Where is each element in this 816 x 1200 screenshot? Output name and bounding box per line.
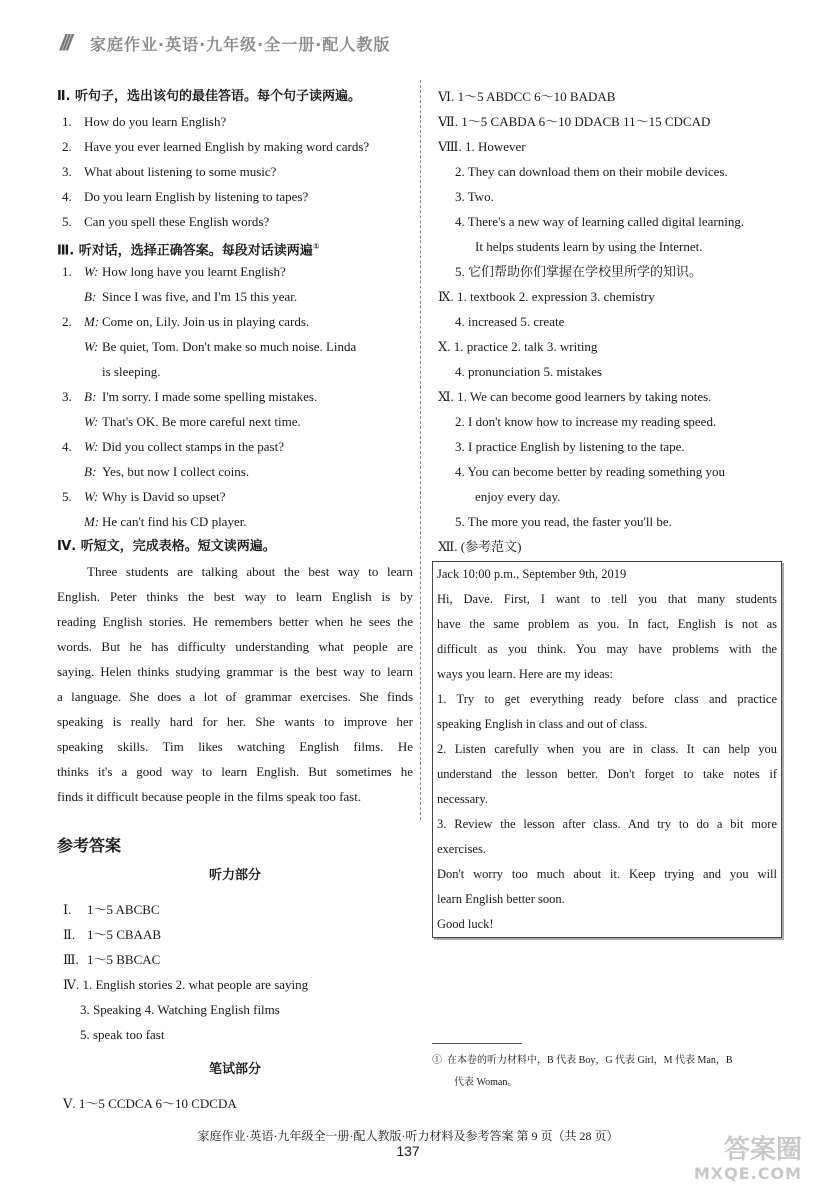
answer-line: 4. pronunciation 5. mistakes bbox=[455, 364, 602, 379]
passage-line: thinks it's a good way to learn English. But sometimes he bbox=[57, 764, 413, 779]
item-number: 2. bbox=[62, 314, 72, 329]
item-text: Do you learn English by listening to tapes? bbox=[84, 189, 309, 204]
item-number: 4. bbox=[62, 189, 72, 204]
passage-line: saying. Helen thinks studying grammar is the best way to learn bbox=[57, 664, 413, 679]
item-number bbox=[57, 459, 84, 484]
dialogue-text: How long have you learnt English? bbox=[102, 264, 286, 279]
essay-line: learn English better soon. bbox=[437, 892, 565, 906]
page-header bbox=[60, 30, 470, 54]
essay-line: 3. Review the lesson after class. And try to do a bit more bbox=[437, 817, 777, 831]
dialogue-line bbox=[57, 334, 413, 359]
dialogue-text: Why is David so upset? bbox=[102, 489, 226, 504]
essay-line: have the same problem as you. In fact, English is not as bbox=[437, 617, 777, 631]
dialogue-line bbox=[57, 484, 413, 509]
speaker-label: B: bbox=[84, 289, 97, 304]
passage-line: words. But he has difficulty understanding what people are bbox=[57, 639, 413, 654]
watermark-text: 答案圈 bbox=[723, 1135, 802, 1165]
speaker-label: W: bbox=[84, 264, 99, 279]
section-8-answers bbox=[432, 134, 782, 284]
answer-line: 4. There's a new way of learning called digital learning. bbox=[455, 214, 745, 229]
passage-line: finds it difficult because people in the films speak too fast. bbox=[57, 789, 362, 804]
dialogue-text: Come on, Lily. Join us in playing cards. bbox=[102, 314, 310, 329]
item-number: 5. bbox=[62, 214, 72, 229]
essay-line: Don't worry too much about it. Keep trying and you will bbox=[437, 867, 777, 881]
section-11-answers bbox=[432, 384, 782, 534]
footnote-line-1: 在本卷的听力材料中，B 代表 Boy，G 代表 Girl，M 代表 Man，B bbox=[447, 1055, 733, 1066]
answer-line: 5. 它们帮助你们掌握在学校里所学的知识。 bbox=[455, 264, 703, 279]
footnote-rule bbox=[432, 1043, 522, 1044]
sample-essay-box bbox=[432, 561, 782, 938]
dialogue-line bbox=[57, 309, 413, 334]
item-number bbox=[57, 509, 84, 534]
footnote-ref: ① bbox=[312, 242, 320, 251]
item-number: 3. bbox=[62, 164, 72, 179]
section-4-heading: Ⅳ. 听短文，完成表格。短文读两遍。 bbox=[57, 539, 276, 554]
item-number bbox=[57, 284, 84, 309]
item-number: 4. bbox=[62, 439, 72, 454]
answer-line: 2. They can download them on their mobile devices. bbox=[455, 164, 728, 179]
essay-line: 1. Try to get everything ready before class and practice bbox=[437, 692, 777, 706]
answer-line: Ⅺ. 1. We can become good learners by taking notes. bbox=[438, 389, 712, 404]
dialogue-text: Did you collect stamps in the past? bbox=[102, 439, 284, 454]
answer-line: Ⅵ. 1～5 ABDCC 6～10 BADAB bbox=[438, 89, 616, 104]
passage-line: Three students are talking about the best way to learn bbox=[87, 564, 413, 579]
answer-line bbox=[57, 947, 413, 972]
speaker-label: W: bbox=[84, 439, 99, 454]
section-2-list bbox=[57, 109, 413, 234]
question-item bbox=[57, 209, 413, 234]
speaker-label: W: bbox=[84, 414, 99, 429]
item-number bbox=[57, 334, 84, 359]
speaker-label: W: bbox=[84, 339, 99, 354]
passage-line: speaking skills. Tim likes watching English films. He bbox=[57, 739, 413, 754]
essay-line: exercises. bbox=[437, 842, 486, 856]
column-divider bbox=[420, 80, 421, 820]
item-text: How do you learn English? bbox=[84, 114, 227, 129]
left-column bbox=[57, 84, 413, 1116]
item-number: 3. bbox=[62, 389, 72, 404]
answer-text: 1～5 ABCBC bbox=[87, 902, 160, 917]
speaker-label: W: bbox=[84, 489, 99, 504]
footnote-line-2: 代表 Woman。 bbox=[454, 1077, 518, 1088]
answer-line: Ⅸ. 1. textbook 2. expression 3. chemistry bbox=[438, 289, 655, 304]
item-number: 5. bbox=[62, 489, 72, 504]
watermark-url: MXQE.COM bbox=[693, 1164, 802, 1183]
dialogue-text: Be quiet, Tom. Don't make so much noise. Linda bbox=[102, 339, 357, 354]
dialogue-line bbox=[57, 409, 413, 434]
written-part-title: 笔试部分 bbox=[208, 1062, 261, 1077]
dialogue-text: That's OK. Be more careful next time. bbox=[102, 414, 301, 429]
item-number bbox=[57, 359, 84, 384]
item-number: 1. bbox=[62, 264, 72, 279]
speaker-label bbox=[84, 359, 102, 384]
section-3-dialogues bbox=[57, 259, 413, 534]
speaker-label: M: bbox=[84, 514, 100, 529]
answer-line: Ⅷ. 1. However bbox=[438, 139, 526, 154]
passage-line: speaking is really hard for her. She wants to improve her bbox=[57, 714, 413, 729]
dialogue-text: I'm sorry. I made some spelling mistakes. bbox=[102, 389, 318, 404]
footer-text: 家庭作业·英语·九年级全一册·配人教版·听力材料及参考答案 第 9 页（共 28 页） bbox=[197, 1129, 619, 1143]
item-text: Have you ever learned English by making word cards? bbox=[84, 139, 370, 154]
section-9-answers bbox=[432, 284, 782, 334]
dialogue-text: He can't find his CD player. bbox=[102, 514, 247, 529]
item-text: Can you spell these English words? bbox=[84, 214, 270, 229]
answer-line: 2. I don't know how to increase my reading speed. bbox=[455, 414, 717, 429]
answer-line bbox=[57, 897, 413, 922]
section-4-passage bbox=[57, 559, 413, 809]
dialogue-line bbox=[57, 509, 413, 534]
question-item bbox=[57, 184, 413, 209]
speaker-label: M: bbox=[84, 314, 100, 329]
answer-line: 5. The more you read, the faster you'll be. bbox=[455, 514, 672, 529]
answer-line: 4. increased 5. create bbox=[455, 314, 565, 329]
passage-line: English. Peter thinks the best way to learn English is by bbox=[57, 589, 413, 604]
essay-line: difficult as you think. You may have problems with the bbox=[437, 642, 777, 656]
item-number: 1. bbox=[62, 114, 72, 129]
essay-line: ways you learn. Here are my ideas: bbox=[437, 667, 613, 681]
answer-line: Ⅳ. 1. English stories 2. what people are saying bbox=[63, 977, 309, 992]
dialogue-line bbox=[57, 384, 413, 409]
answer-text: 1～5 BBCAC bbox=[87, 952, 161, 967]
section-12-heading: Ⅻ. (参考范文) bbox=[438, 539, 522, 554]
answer-line: 3. I practice English by listening to the tape. bbox=[455, 439, 685, 454]
dialogue-line bbox=[57, 359, 413, 384]
section-3-heading bbox=[57, 234, 413, 259]
section-3-heading-text: Ⅲ. 听对话，选择正确答案。每段对话读两遍 bbox=[57, 243, 313, 259]
essay-line: necessary. bbox=[437, 792, 488, 806]
item-number bbox=[57, 409, 84, 434]
listening-part-title: 听力部分 bbox=[208, 868, 261, 883]
section-10-answers bbox=[432, 334, 782, 384]
right-column bbox=[432, 84, 782, 938]
answer-number: Ⅰ. bbox=[63, 902, 72, 917]
passage-line: reading English stories. He remembers better when he sees the bbox=[57, 614, 413, 629]
answer-line: It helps students learn by using the Internet. bbox=[475, 239, 703, 254]
footnote bbox=[432, 1050, 782, 1094]
essay-line: 2. Listen carefully when you are in class. It can help you bbox=[437, 742, 777, 756]
answers-title: 参考答案 bbox=[57, 836, 122, 855]
answer-line bbox=[57, 922, 413, 947]
speaker-label: B: bbox=[84, 389, 97, 404]
dialogue-text: is sleeping. bbox=[102, 364, 161, 379]
answer-line: Ⅹ. 1. practice 2. talk 3. writing bbox=[438, 339, 598, 354]
dialogue-line bbox=[57, 434, 413, 459]
header-title: 家庭作业·英语·九年级·全一册·配人教版 bbox=[90, 35, 391, 54]
section-2-heading: Ⅱ. 听句子，选出该句的最佳答语。每个句子读两遍。 bbox=[57, 89, 362, 104]
answer-text: 1～5 CBAAB bbox=[87, 927, 162, 942]
passage-line: a language. She does a lot of grammar exercises. She finds bbox=[57, 689, 413, 704]
item-text: What about listening to some music? bbox=[84, 164, 277, 179]
answer-line: Ⅶ. 1～5 CABDA 6～10 DDACB 11～15 CDCAD bbox=[438, 114, 711, 129]
footnote-mark: ① bbox=[432, 1055, 442, 1066]
answer-line: 5. speak too fast bbox=[80, 1027, 165, 1042]
dialogue-text: Yes, but now I collect coins. bbox=[102, 464, 250, 479]
answer-line: 4. You can become better by reading something you bbox=[455, 464, 726, 479]
page-number: 137 bbox=[396, 1143, 420, 1159]
question-item bbox=[57, 109, 413, 134]
question-item bbox=[57, 159, 413, 184]
essay-line: Good luck! bbox=[437, 917, 494, 931]
answer-line: 3. Two. bbox=[455, 189, 494, 204]
essay-line: Hi, Dave. First, I want to tell you that many students bbox=[437, 592, 777, 606]
dialogue-line bbox=[57, 459, 413, 484]
item-number: 2. bbox=[62, 139, 72, 154]
answer-line: Ⅴ. 1～5 CCDCA 6～10 CDCDA bbox=[63, 1096, 237, 1111]
answer-line: 3. Speaking 4. Watching English films bbox=[80, 1002, 280, 1017]
listening-answers bbox=[57, 897, 413, 972]
answer-number: Ⅲ. bbox=[63, 952, 79, 967]
header-slashes: /// bbox=[60, 30, 70, 55]
essay-line: understand the lesson better. Don't forget to take notes if bbox=[437, 767, 777, 781]
dialogue-line bbox=[57, 284, 413, 309]
dialogue-text: Since I was five, and I'm 15 this year. bbox=[102, 289, 298, 304]
essay-line: speaking English in class and out of class. bbox=[437, 717, 648, 731]
answer-number: Ⅱ. bbox=[63, 927, 76, 942]
essay-line: Jack 10:00 p.m., September 9th, 2019 bbox=[437, 567, 627, 581]
speaker-label: B: bbox=[84, 464, 97, 479]
question-item bbox=[57, 134, 413, 159]
watermark-logo bbox=[694, 1135, 802, 1183]
dialogue-line bbox=[57, 259, 413, 284]
answer-line: enjoy every day. bbox=[475, 489, 561, 504]
